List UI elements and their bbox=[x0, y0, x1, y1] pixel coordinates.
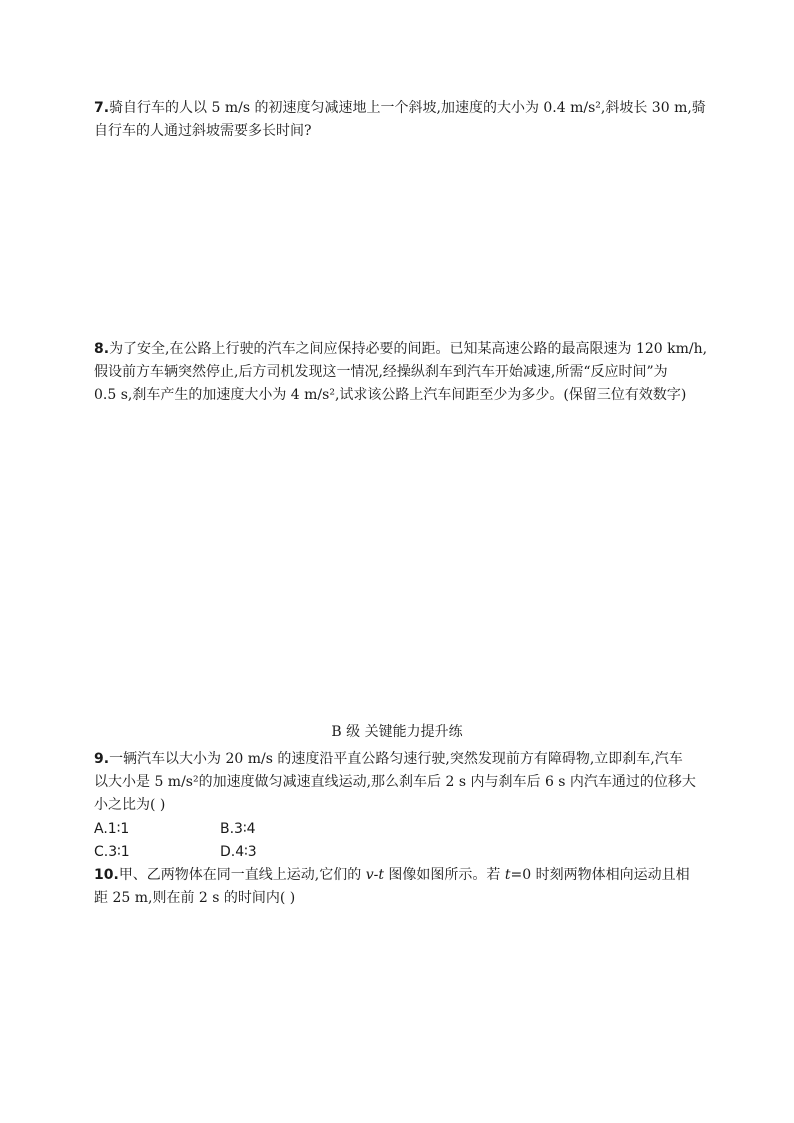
question-7-line-1: 7.骑自行车的人以 5 m/s 的初速度匀减速地上一个斜坡,加速度的大小为 0.4 m/s²,斜坡长 30 m,骑 bbox=[94, 100, 706, 116]
question-number: 7. bbox=[94, 100, 110, 116]
question-9-line-3: 小之比为( ) bbox=[94, 797, 166, 813]
vt-symbol: v-t bbox=[365, 867, 384, 883]
question-9-line-1: 9.一辆汽车以大小为 20 m/s 的速度沿平直公路匀速行驶,突然发现前方有障碍物,立即刹车,汽车 bbox=[94, 751, 683, 767]
question-8 bbox=[94, 338, 708, 407]
question-9 bbox=[94, 748, 704, 817]
question-7-line-2: 自行车的人通过斜坡需要多长时间? bbox=[94, 123, 312, 139]
question-number: 8. bbox=[94, 341, 110, 357]
option-c: C.3∶1 bbox=[94, 844, 130, 860]
question-7 bbox=[94, 97, 704, 143]
question-8-line-3: 0.5 s,刹车产生的加速度大小为 4 m/s²,试求该公路上汽车间距至少为多少。(保留三位有效数字) bbox=[94, 387, 687, 403]
question-8-line-2: 假设前方车辆突然停止,后方司机发现这一情况,经操纵刹车到汽车开始减速,所需“反应时间”为 bbox=[94, 364, 668, 380]
question-9-options bbox=[94, 818, 346, 864]
option-a: A.1∶1 bbox=[94, 821, 130, 837]
question-number: 9. bbox=[94, 751, 110, 767]
question-number: 10. bbox=[94, 867, 119, 883]
question-10-line-2: 距 25 m,则在前 2 s 的时间内( ) bbox=[94, 890, 296, 906]
options-row bbox=[94, 841, 346, 864]
question-10-line-1: 10.甲、乙两物体在同一直线上运动,它们的 v-t 图像如图所示。若 t=0 时刻两物体相向运动且相 bbox=[94, 867, 690, 883]
section-title: B 级 关键能力提升练 bbox=[331, 724, 463, 740]
option-d: D.4∶3 bbox=[220, 844, 257, 860]
options-row bbox=[94, 818, 346, 841]
option-b: B.3∶4 bbox=[220, 821, 256, 837]
question-8-line-1: 8.为了安全,在公路上行驶的汽车之间应保持必要的间距。已知某高速公路的最高限速为 120 km/h, bbox=[94, 341, 708, 357]
question-10 bbox=[94, 864, 704, 910]
question-9-line-2: 以大小是 5 m/s²的加速度做匀减速直线运动,那么刹车后 2 s 内与刹车后 6 s 内汽车通过的位移大 bbox=[94, 774, 696, 790]
t-symbol: t bbox=[504, 867, 511, 883]
